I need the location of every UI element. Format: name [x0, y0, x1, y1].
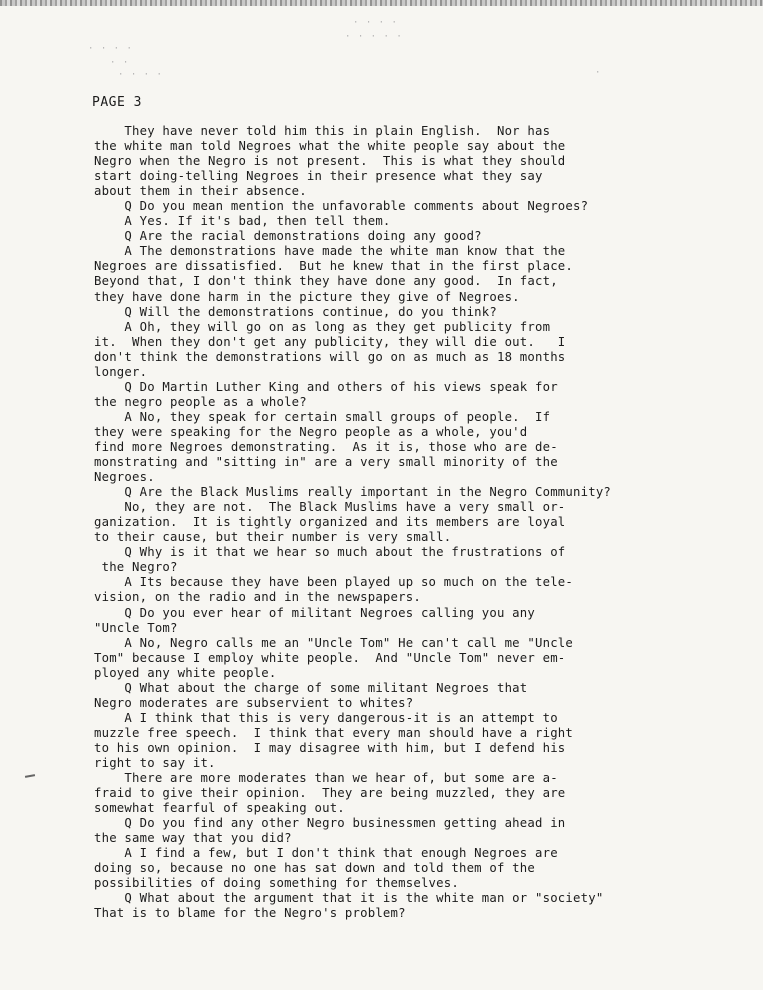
margin-mark [25, 774, 35, 778]
text-line: That is to blame for the Negro's problem? [94, 906, 406, 921]
text-line: muzzle free speech. I think that every man should have a right [94, 725, 574, 740]
text-line: monstrating and "sitting in" are a very small minority of the [94, 455, 558, 470]
document-body [94, 124, 694, 921]
text-line: Negro when the Negro is not present. This is what they should [94, 154, 566, 169]
text-line: A No, they speak for certain small groups of people. If [94, 409, 551, 424]
text-line: start doing-telling Negroes in their presence what they say [94, 169, 543, 184]
text-line: doing so, because no one has sat down and told them of the [94, 861, 535, 876]
text-line: Q What about the charge of some militant Negroes that [94, 680, 528, 695]
text-line: There are more moderates than we hear of, but some are a- [94, 771, 558, 786]
text-line: the same way that you did? [94, 831, 292, 846]
text-line: fraid to give their opinion. They are being muzzled, they are [94, 786, 566, 801]
text-line: find more Negroes demonstrating. As it is, those who are de- [94, 439, 558, 454]
text-line: Q Do you find any other Negro businessmen getting ahead in [94, 816, 566, 831]
text-line: Negro moderates are subservient to whites? [94, 695, 414, 710]
text-line: Q Do you ever hear of militant Negroes calling you any [94, 605, 535, 620]
text-line: A I find a few, but I don't think that enough Negroes are [94, 846, 558, 861]
text-line: the negro people as a whole? [94, 394, 307, 409]
text-line: No, they are not. The Black Muslims have a very small or- [94, 500, 566, 515]
text-line: to his own opinion. I may disagree with him, but I defend his [94, 740, 566, 755]
text-line: somewhat fearful of speaking out. [94, 801, 345, 816]
faint-stamp-mark: · · · · [353, 18, 398, 28]
text-line: Q Will the demonstrations continue, do you think? [94, 304, 497, 319]
text-line: about them in their absence. [94, 184, 307, 199]
text-line: They have never told him this in plain English. Nor has [94, 124, 551, 138]
text-line: don't think the demonstrations will go on as much as 18 months [94, 349, 566, 364]
text-line: Q Are the racial demonstrations doing any good? [94, 229, 482, 244]
text-line: Negroes. [94, 470, 155, 485]
text-line: A The demonstrations have made the white man know that the [94, 244, 566, 259]
text-line: Q Do you mean mention the unfavorable comments about Negroes? [94, 199, 589, 214]
text-line: right to say it. [94, 755, 216, 770]
text-line: they have done harm in the picture they give of Negroes. [94, 289, 520, 304]
text-line: A No, Negro calls me an "Uncle Tom" He can't call me "Uncle [94, 635, 574, 650]
text-line: ployed any white people. [94, 665, 277, 680]
faint-stamp-mark: · · · · · [345, 32, 403, 42]
faint-stamp-mark: · · · · [118, 70, 163, 80]
text-line: "Uncle Tom? [94, 620, 178, 635]
text-line: longer. [94, 364, 148, 379]
text-line: the Negro? [94, 560, 178, 575]
text-line: A Its because they have been played up so much on the tele- [94, 575, 574, 590]
text-line: Tom" because I employ white people. And "Uncle Tom" never em- [94, 650, 566, 665]
faint-stamp-mark: · · [110, 58, 130, 68]
text-line: Negroes are dissatisfied. But he knew that in the first place. [94, 259, 574, 274]
text-line: Q Are the Black Muslims really important in the Negro Community? [94, 485, 612, 500]
text-line: ganization. It is tightly organized and its members are loyal [94, 515, 566, 530]
faint-stamp-mark: · · · · [88, 44, 133, 54]
faint-stamp-mark: · [595, 68, 602, 78]
text-line: A I think that this is very dangerous-it is an attempt to [94, 710, 558, 725]
text-line: it. When they don't get any publicity, they will die out. I [94, 334, 566, 349]
text-line: A Yes. If it's bad, then tell them. [94, 214, 391, 229]
text-line: the white man told Negroes what the white people say about the [94, 139, 566, 154]
text-line: Q Do Martin Luther King and others of his views speak for [94, 379, 558, 394]
text-line: Beyond that, I don't think they have done any good. In fact, [94, 274, 558, 289]
page-number-label: PAGE 3 [92, 95, 142, 110]
text-line: Q What about the argument that it is the white man or "society" [94, 891, 604, 906]
text-line: they were speaking for the Negro people as a whole, you'd [94, 424, 528, 439]
text-line: vision, on the radio and in the newspapers. [94, 590, 421, 605]
scan-top-edge [0, 0, 763, 6]
text-line: A Oh, they will go on as long as they get publicity from [94, 319, 551, 334]
text-line: to their cause, but their number is very small. [94, 530, 452, 545]
text-line: possibilities of doing something for themselves. [94, 876, 459, 891]
text-line: Q Why is it that we hear so much about the frustrations of [94, 545, 566, 560]
